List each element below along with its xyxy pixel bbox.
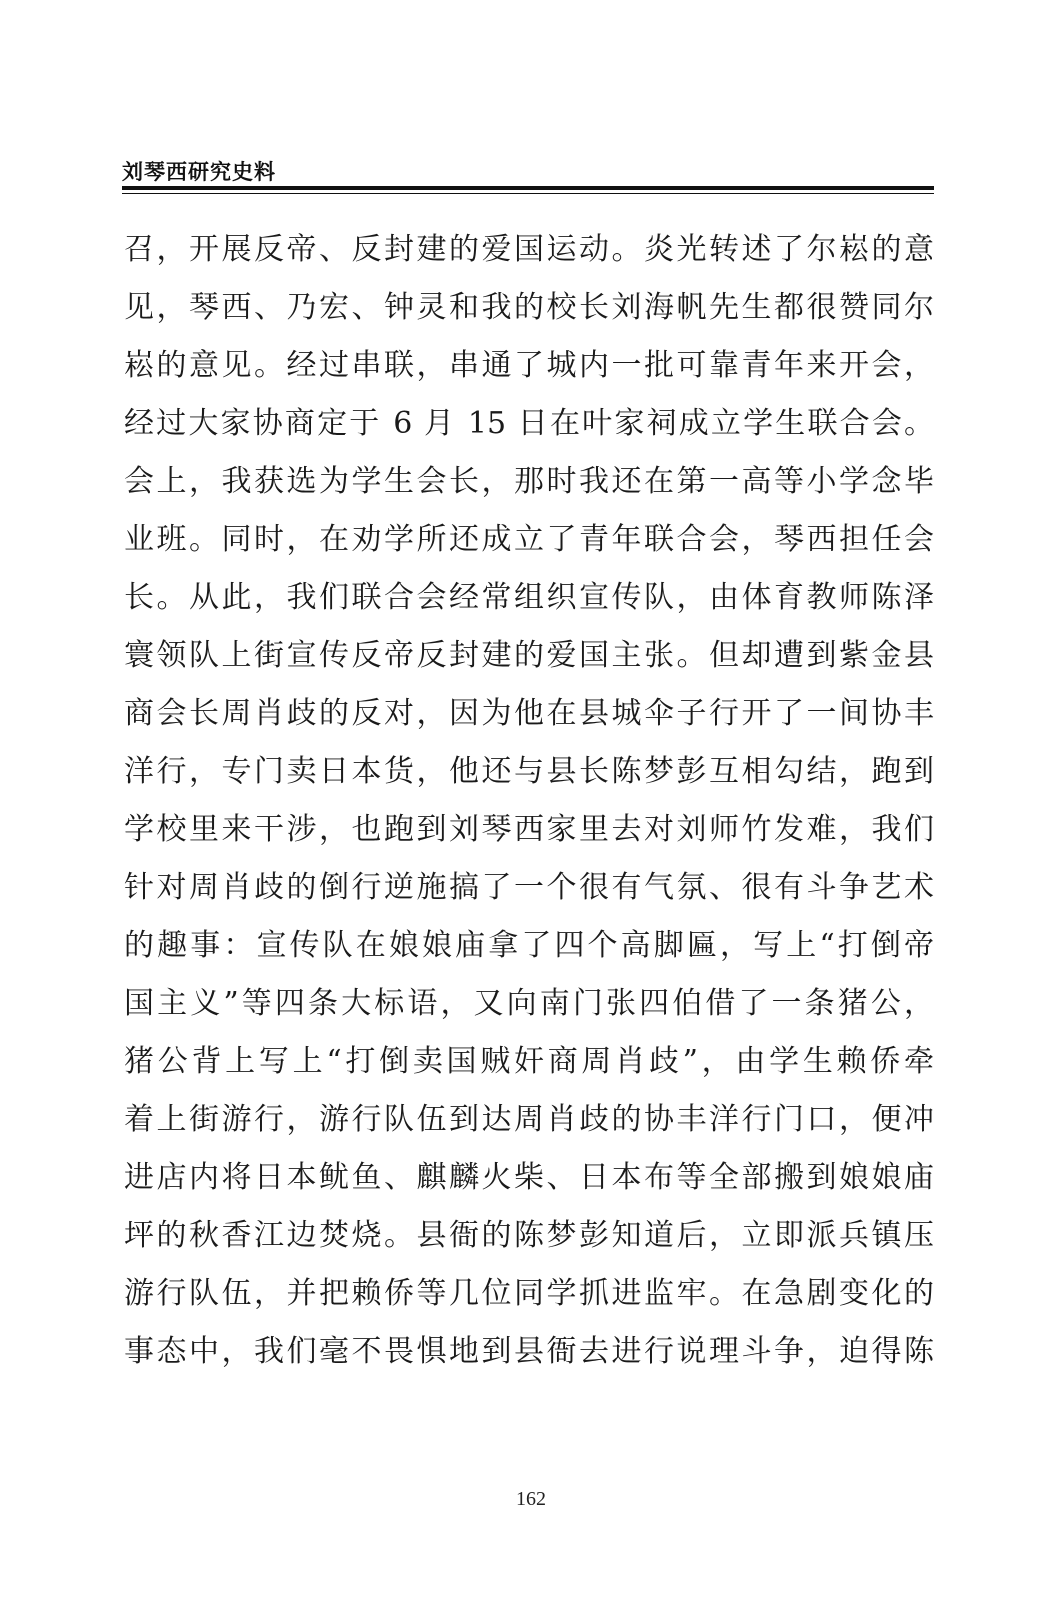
text-line: 崧的意见。经过串联，串通了城内一批可靠青年来开会， (124, 348, 934, 383)
text-line: 的趣事：宣传队在娘娘庙拿了四个高脚匾，写上“打倒帝 (124, 928, 934, 963)
text-line: 经过大家协商定于 6 月 15 日在叶家祠成立学生联合会。 (124, 406, 934, 441)
text-line: 猪公背上写上“打倒卖国贼奸商周肖歧”，由学生赖侨牵 (124, 1044, 934, 1079)
text-line: 寰领队上街宣传反帝反封建的爱国主张。但却遭到紫金县 (124, 638, 934, 673)
text-line: 业班。同时，在劝学所还成立了青年联合会，琴西担任会 (124, 522, 934, 557)
page-number: 162 (516, 1488, 546, 1510)
text-line: 进店内将日本鱿鱼、麒麟火柴、日本布等全部搬到娘娘庙 (124, 1160, 934, 1195)
header-rule-thick (122, 186, 934, 190)
running-header-title: 刘琴西研究史料 (122, 160, 276, 184)
text-line: 洋行，专门卖日本货，他还与县长陈梦彭互相勾结，跑到 (124, 754, 934, 789)
body-text (124, 227, 934, 1387)
header-rule-thin (122, 193, 934, 194)
text-line: 游行队伍，并把赖侨等几位同学抓进监牢。在急剧变化的 (124, 1276, 934, 1311)
text-line: 见，琴西、乃宏、钟灵和我的校长刘海帆先生都很赞同尔 (124, 290, 934, 325)
text-line: 召，开展反帝、反封建的爱国运动。炎光转述了尔崧的意 (124, 232, 934, 267)
text-line: 着上街游行，游行队伍到达周肖歧的协丰洋行门口，便冲 (124, 1102, 934, 1137)
text-line: 坪的秋香江边焚烧。县衙的陈梦彭知道后，立即派兵镇压 (124, 1218, 934, 1253)
text-line: 学校里来干涉，也跑到刘琴西家里去对刘师竹发难，我们 (124, 812, 934, 847)
text-line: 事态中，我们毫不畏惧地到县衙去进行说理斗争，迫得陈 (124, 1334, 934, 1369)
text-line: 国主义”等四条大标语，又向南门张四伯借了一条猪公， (124, 986, 934, 1021)
text-line: 长。从此，我们联合会经常组织宣传队，由体育教师陈泽 (124, 580, 934, 615)
text-line: 针对周肖歧的倒行逆施搞了一个很有气氛、很有斗争艺术 (124, 870, 934, 905)
text-line: 商会长周肖歧的反对，因为他在县城伞子行开了一间协丰 (124, 696, 934, 731)
text-line: 会上，我获选为学生会长，那时我还在第一高等小学念毕 (124, 464, 934, 499)
